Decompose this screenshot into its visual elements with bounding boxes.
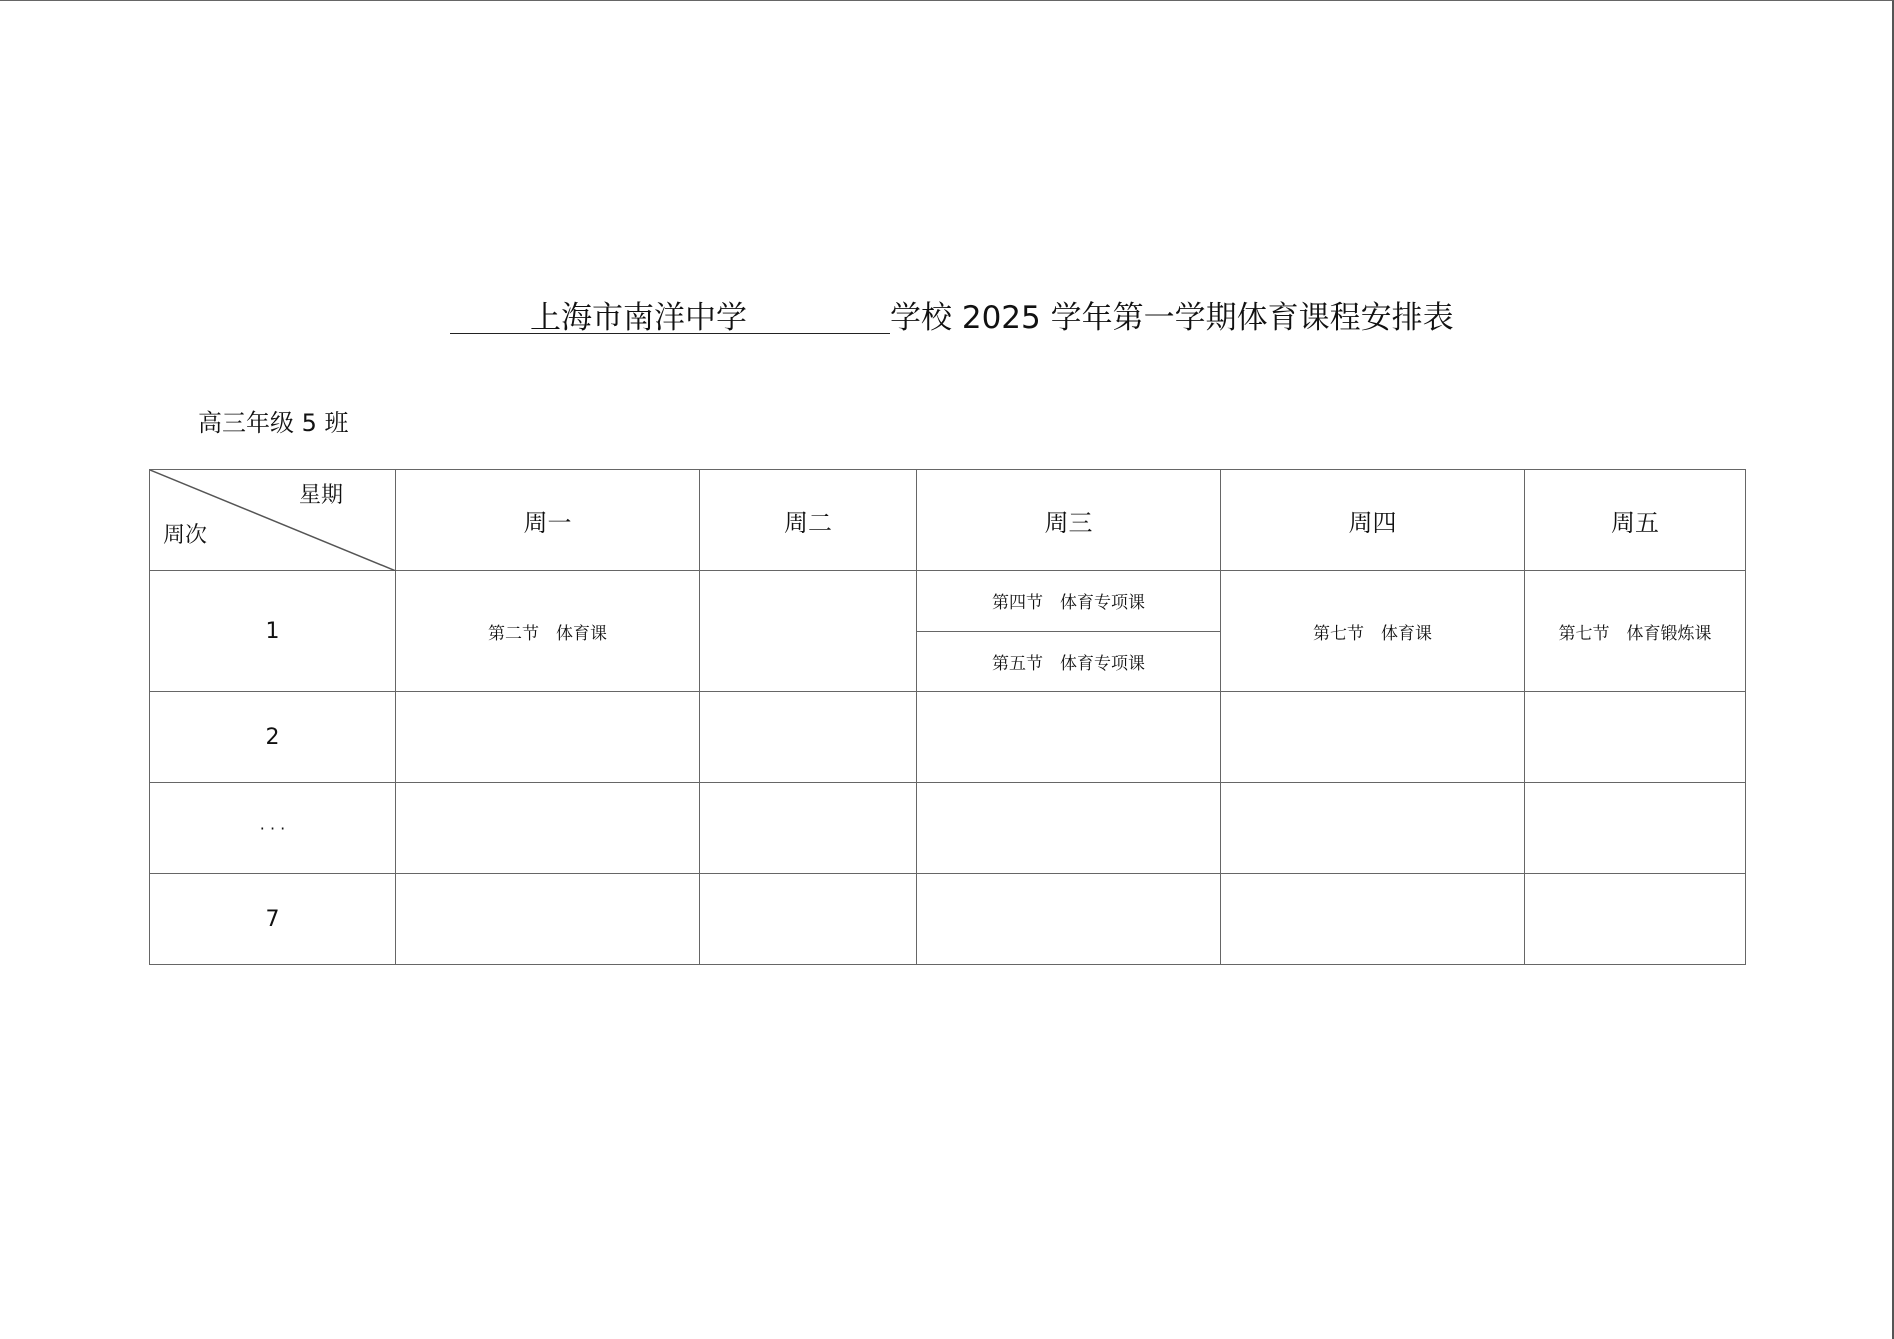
week-number: 7 — [150, 874, 396, 965]
title-text: 学校 2025 学年第一学期体育课程安排表 — [890, 300, 1454, 336]
lesson-cell-fri: 第七节 体育锻炼课 — [1525, 571, 1746, 692]
lesson-cell-thu: 第七节 体育课 — [1221, 571, 1525, 692]
lesson-cell-mon: 第二节 体育课 — [396, 571, 700, 692]
empty-cell — [1525, 692, 1746, 783]
empty-cell — [700, 874, 917, 965]
week-number: 1 — [150, 571, 396, 692]
table-row — [150, 571, 1746, 692]
empty-cell — [700, 571, 917, 692]
school-name: 上海市南洋中学 — [530, 300, 747, 336]
day-header-wed: 周三 — [917, 470, 1221, 571]
empty-cell — [396, 692, 700, 783]
school-name-blank — [450, 293, 890, 334]
wed-split — [917, 571, 1220, 691]
table-row — [150, 874, 1746, 965]
table-row — [150, 692, 1746, 783]
corner-week-label: 周次 — [163, 523, 208, 548]
empty-cell — [1221, 692, 1525, 783]
empty-cell — [396, 874, 700, 965]
day-header-thu: 周四 — [1221, 470, 1525, 571]
empty-cell — [396, 783, 700, 874]
day-header-tue: 周二 — [700, 470, 917, 571]
header-row — [150, 470, 1746, 571]
lesson-wed-bottom: 第五节 体育专项课 — [917, 631, 1220, 692]
lesson-wed-top: 第四节 体育专项课 — [992, 593, 1145, 614]
day-header-fri: 周五 — [1525, 470, 1746, 571]
empty-cell — [700, 783, 917, 874]
empty-cell — [917, 783, 1221, 874]
corner-weekday-label: 星期 — [298, 483, 343, 508]
empty-cell — [917, 874, 1221, 965]
day-header-mon: 周一 — [396, 470, 700, 571]
empty-cell — [1221, 874, 1525, 965]
empty-cell — [1525, 874, 1746, 965]
week-number: · · · — [150, 783, 396, 874]
empty-cell — [1525, 783, 1746, 874]
week-number: 2 — [150, 692, 396, 783]
class-label: 高三年级 5 班 — [198, 409, 349, 437]
empty-cell — [917, 692, 1221, 783]
corner-cell — [150, 470, 396, 571]
empty-cell — [700, 692, 917, 783]
pe-schedule-table — [149, 469, 1746, 965]
lesson-cell-wed — [917, 571, 1221, 692]
table-row — [150, 783, 1746, 874]
empty-cell — [1221, 783, 1525, 874]
document-title — [450, 293, 1454, 343]
